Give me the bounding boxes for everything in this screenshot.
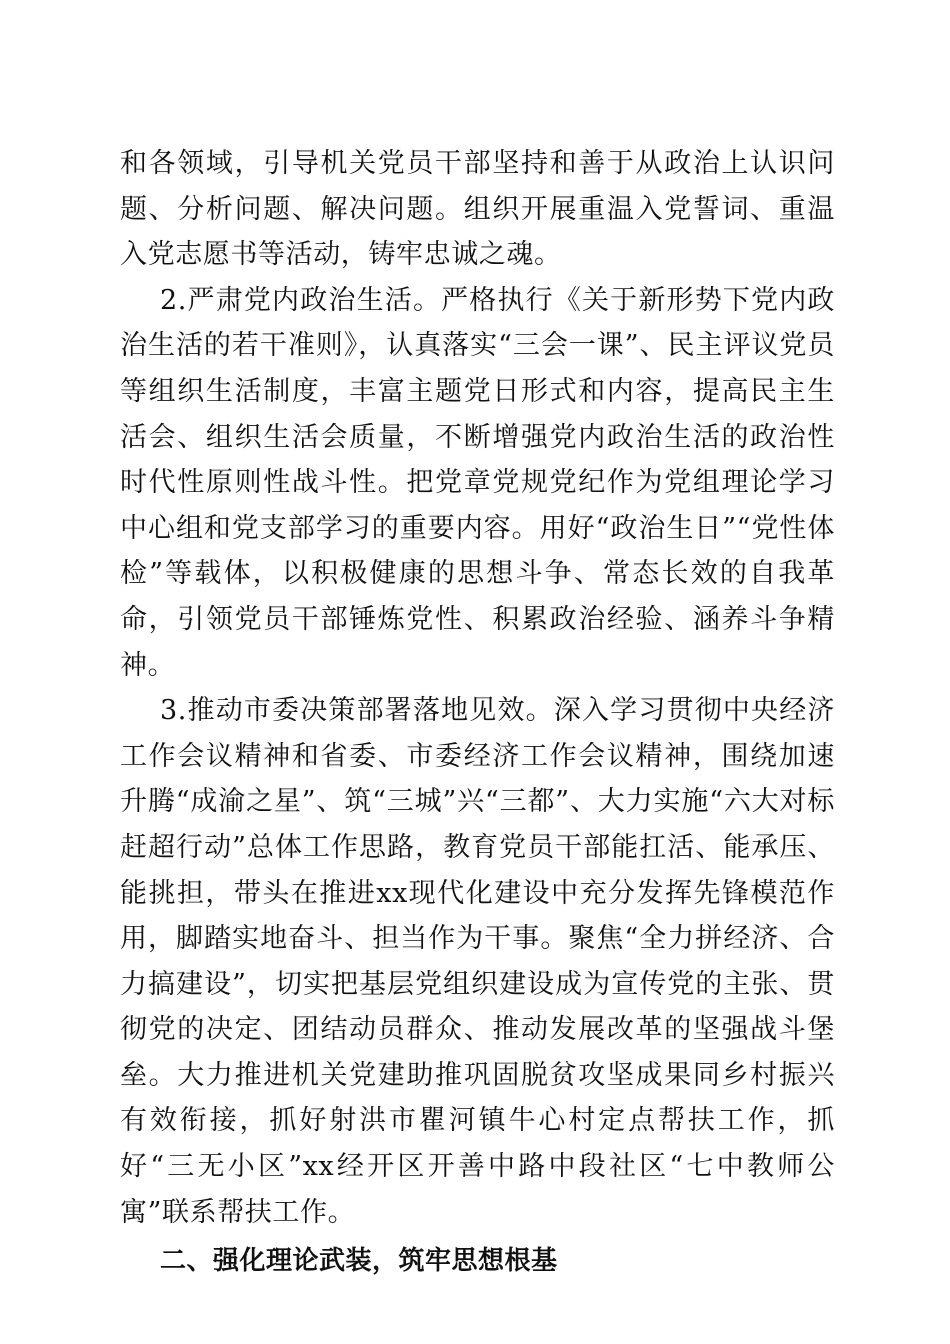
paragraph-item-3: 3.推动市委决策部署落地见效。深入学习贯彻中央经济工作会议精神和省委、市委经济工作会议精神，围绕加速升腾“成渝之星”、筑“三城”兴“三都”、大力实施“六大对标赶超行动”总体工作思路，教育党员干部能扛活、能承压、能挑担，带头在推进xx现代化建设中充分发挥先锋模范作用，脚踏实地奋斗、担当作为干事。聚焦“全力拼经济、合力搞建设”，切实把基层党组织建设成为宣传党的主张、贯彻党的决定、团结动员群众、推动发展改革的坚强战斗堡垒。大力推进机关党建助推巩固脱贫攻坚成果同乡村振兴有效衔接，抓好射洪市瞿河镇牛心村定点帮扶工作，抓好“三无小区”xx经开区开善中路中段社区“七中教师公寓”联系帮扶工作。 (120, 695, 835, 1228)
document-body (120, 141, 835, 1285)
paragraph-continuation: 和各领域，引导机关党员干部坚持和善于从政治上认识问题、分析问题、解决问题。组织开展重温入党誓词、重温入党志愿书等活动，铸牢忠诚之魂。 (120, 148, 835, 271)
section-heading: 二、强化理论武装，筑牢思想根基 (160, 1246, 558, 1277)
paragraph-item-2: 2.严肃党内政治生活。严格执行《关于新形势下党内政治生活的若干准则》，认真落实“三会一课”、民主评议党员等组织生活制度，丰富主题党日形式和内容，提高民主生活会、组织生活会质量，不断增强党内政治生活的政治性时代性原则性战斗性。把党章党规党纪作为党组理论学习中心组和党支部学习的重要内容。用好“政治生日”“党性体检”等载体，以积极健康的思想斗争、常态长效的自我革命，引领党员干部锤炼党性、积累政治经验、涵养斗争精神。 (120, 284, 835, 681)
